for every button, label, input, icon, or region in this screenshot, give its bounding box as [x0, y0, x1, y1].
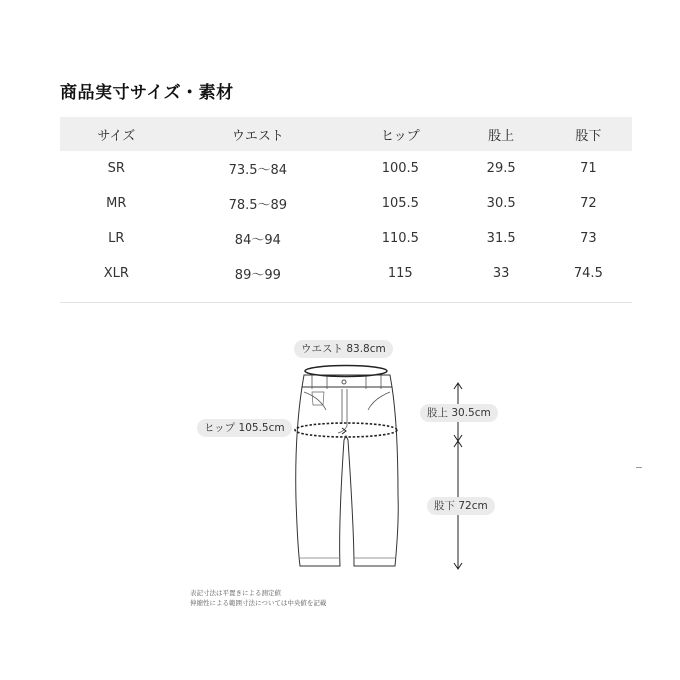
header-size: サイズ	[60, 117, 173, 151]
cell-hip: 110.5	[381, 231, 419, 246]
cell-rise: 30.5	[486, 196, 516, 211]
waist-measure-label: ウエスト 83.8cm	[294, 340, 393, 358]
cell-waist: 73.5〜84	[228, 163, 288, 178]
cell-waist: 84〜94	[234, 233, 281, 248]
cell-waist: 78.5〜89	[228, 198, 288, 213]
measurement-note-2: 伸縮性による範囲寸法については中央値を記載	[190, 599, 327, 607]
cell-size: LR	[108, 231, 125, 246]
header-inseam: 股下	[545, 117, 632, 151]
cell-rise: 33	[492, 266, 510, 281]
rise-measure-label: 股上 30.5cm	[420, 404, 498, 422]
pants-illustration	[296, 375, 399, 566]
inseam-measure-label: 股下 72cm	[427, 497, 495, 515]
header-hip: ヒップ	[343, 117, 457, 151]
cell-waist: 89〜99	[234, 268, 281, 283]
cell-inseam: 71	[580, 161, 597, 176]
cell-hip: 105.5	[381, 196, 419, 211]
cell-size: MR	[106, 196, 127, 211]
cell-inseam: 73	[580, 231, 597, 246]
cell-rise: 31.5	[486, 231, 516, 246]
hip-measure-label: ヒップ 105.5cm	[197, 419, 292, 437]
cell-hip: 115	[387, 266, 413, 281]
header-rise: 股上	[458, 117, 545, 151]
cell-inseam: 74.5	[573, 266, 603, 281]
measurement-note-1: 表記寸法は平置きによる測定値	[190, 589, 281, 597]
cell-size: XLR	[103, 266, 129, 281]
cell-size: SR	[107, 161, 125, 176]
cell-rise: 29.5	[486, 161, 516, 176]
section-title: 商品実寸サイズ・素材	[60, 83, 234, 103]
header-waist: ウエスト	[173, 117, 343, 151]
cell-inseam: 72	[580, 196, 597, 211]
decorative-mark	[636, 467, 642, 468]
cell-hip: 100.5	[381, 161, 419, 176]
